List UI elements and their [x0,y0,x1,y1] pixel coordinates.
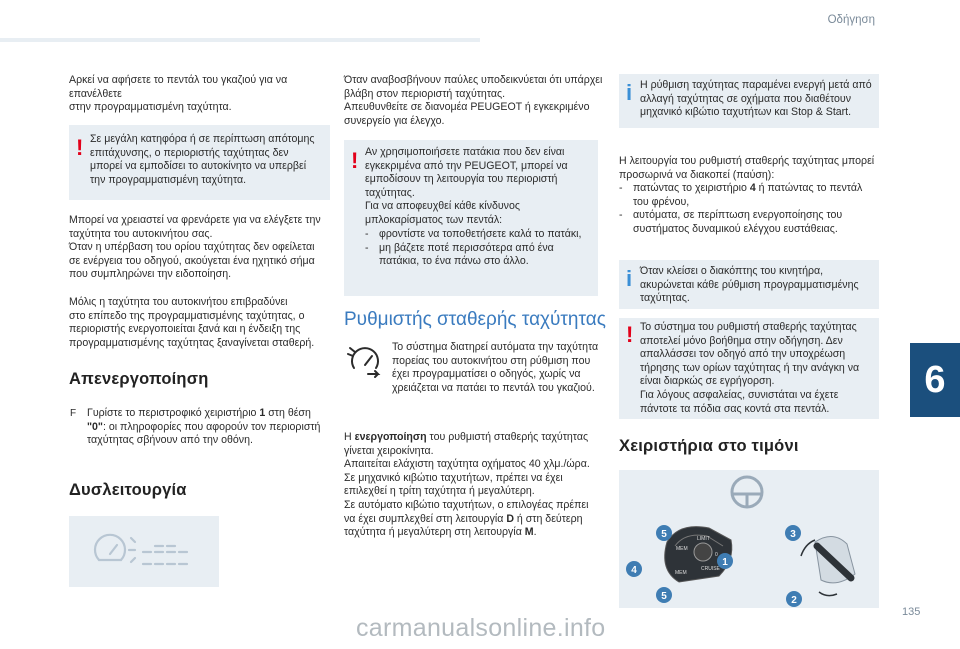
heading-malfunction: Δυσλειτουργία [69,481,187,499]
pause-bullet-list [619,182,881,236]
speed-limiter-fault-icon [69,516,219,587]
list-item: - φροντίστε να τοποθετήσετε καλά το πατάκι, [365,228,582,240]
callout-label: 5 [661,591,667,602]
cruise-stalk-illustration [619,470,879,608]
stalk-label-limit: LIMIT [697,536,710,542]
callout-label: 2 [791,595,797,606]
warning-icon: ! [626,322,634,347]
deactivation-text: Γυρίστε το περιστροφικό χειριστήριο 1 στη θέση "0": οι πληροφορίες που αφορούν τον περιοριστή ταχύτητας σβήνουν από την οθόνη. [87,407,321,447]
info-text: Όταν κλείσει ο διακόπτης του κινητήρα, ακυρώνεται κάθε ρύθμιση προγραμματισμένης ταχύτητας. [640,265,859,305]
braking-text: Μπορεί να χρειαστεί να φρενάρετε για να ελέγξετε την ταχύτητα του αυτοκινήτου σας. Όταν η υπέρβαση του ορίου ταχύτητας δεν οφείλεται σε ενέργεια του οδηγού, ακούγεται ένα ηχητικό σήμα που συμπληρώνει την ειδοποίηση. [69,214,321,281]
steering-controls-diagram [619,470,879,608]
warning-text: Αν χρησιμοποιήσετε πατάκια που δεν είναι εγκεκριμένα από την PEUGEOT, μπορεί να εμποδίσουν τη λειτουργία του περιοριστή ταχύτητας. Για να αποφευχθεί κάθε κίνδυνος μπλοκαρίσματος των πεντάλ: [365,146,568,226]
info-icon: i [626,80,633,105]
step-arrow-icon: F [70,408,77,419]
info-text: Η ρύθμιση ταχύτητας παραμένει ενεργή μετά από αλλαγή ταχύτητας σε οχήματα που διαθέτουν μηχανικό κιβώτιο ταχυτήτων και Stop & Start. [640,79,872,119]
fault-text: Όταν αναβοσβήνουν παύλες υποδεικνύεται ότι υπάρχει βλάβη στον περιοριστή ταχύτητας. Απευθυνθείτε σε διανομέα PEUGEOT ή εγκεκριμένο συνεργείο για έλεγχο. [344,74,603,127]
page-header-title: Οδήγηση [827,14,875,26]
warning-bullet-list [365,228,597,269]
list-item: - πατώντας το χειριστήριο 4 ή πατώντας το πεντάλ του φρένου, [619,182,863,208]
warning-box-overspeed [69,125,330,200]
page-number: 135 [902,606,921,618]
stalk-label-mem-2: MEM [675,570,687,576]
intro-text: Αρκεί να αφήσετε το πεντάλ του γκαζιού για να επανέλθετε στην προγραμματισμένη ταχύτητα. [69,74,288,114]
warning-text: Σε μεγάλη κατηφόρα ή σε περίπτωση απότομης επιτάχυνσης, ο περιοριστής ταχύτητας δεν μπορεί να εμποδίσει το αυτοκίνητο να υπερβεί την προγραμματισμένη ταχύτητα. [90,133,315,186]
chapter-number: 6 [924,359,946,401]
callout-label: 3 [790,529,796,540]
stalk-label-cruise: CRUISE [701,566,720,572]
warning-box-driving-aid [619,318,879,419]
pause-text: Η λειτουργία του ρυθμιστή σταθερής ταχύτητας μπορεί προσωρινά να διακοπεί (παύση): [619,155,875,181]
heading-deactivation: Απενεργοποίηση [69,370,209,388]
cruise-control-icon [344,340,386,382]
warning-box-mats [344,140,598,296]
warning-icon: ! [76,135,84,160]
watermark: carmanualsonline.info [356,614,606,642]
section-title-cruise-control: Ρυθμιστής σταθερής ταχύτητας [344,309,606,330]
info-box-ignition [619,260,879,309]
heading-steering-controls: Χειριστήρια στο τιμόνι [619,437,799,455]
header-rule [0,38,480,42]
stalk-label-mem: MEM [676,546,688,552]
warning-icon: ! [351,148,359,173]
callout-label: 1 [722,557,728,568]
cruise-control-description: Το σύστημα διατηρεί αυτόματα την ταχύτητα πορείας του αυτοκινήτου στη ρύθμιση που έχει προγραμματίσει ο οδηγός, χωρίς να χρειάζεται να πατάει το πεντάλ του γκαζιού. [392,341,599,394]
info-icon: i [626,266,633,291]
warning-text: Το σύστημα του ρυθμιστή σταθερής ταχύτητας αποτελεί μόνο βοήθημα στην οδήγηση. Δεν απαλλάσσει τον οδηγό από την υποχρέωση τήρησης των ορίων ταχύτητας ή την ανάγκη να είναι διαρκώς σε εγρήγορση. Για λόγους ασφαλείας, συνιστάται να έχετε πάντοτε τα πόδια σας κοντά στα πεντάλ. [640,321,860,415]
callout-label: 5 [661,529,667,540]
chapter-tab [910,343,960,417]
info-box-gearchange [619,74,879,128]
list-item: - αυτόματα, σε περίπτωση ενεργοποίησης του συστήματος δυναμικού ελέγχου ευστάθειας. [619,209,843,235]
callout-label: 4 [631,565,637,576]
list-item: - μη βάζετε ποτέ περισσότερα από ένα πατάκια, το ένα πάνω στο άλλο. [365,241,554,268]
resume-text: Μόλις η ταχύτητα του αυτοκινήτου επιβραδύνει στο επίπεδο της προγραμματισμένης ταχύτητας, ο περιοριστής ενεργοποιείται ξανά και η ένδειξη της προγραμματισμένης ταχύτητας ξαναγίνεται σταθερή. [69,296,315,349]
malfunction-display-image [69,516,219,587]
activation-text: Η ενεργοποίηση του ρυθμιστή σταθερής ταχύτητας γίνεται χειροκίνητα. Απαιτείται ελάχιστη ταχύτητα οχήματος 40 χλμ./ώρα. Σε μηχανικό κιβώτιο ταχυτήτων, πρέπει να έχει επιλεχθεί η τρίτη ταχύτητα ή μεγαλύτερη. Σε αυτόματο κιβώτιο ταχυτήτων, ο επιλογέας πρέπει να έχει συμπλεχθεί στη λειτουργία D ή στη δεύτερη ταχύτητα ή μεγαλύτερη στη λειτουργία M. [344,431,590,539]
stalk-label-zero: 0 [715,552,718,558]
